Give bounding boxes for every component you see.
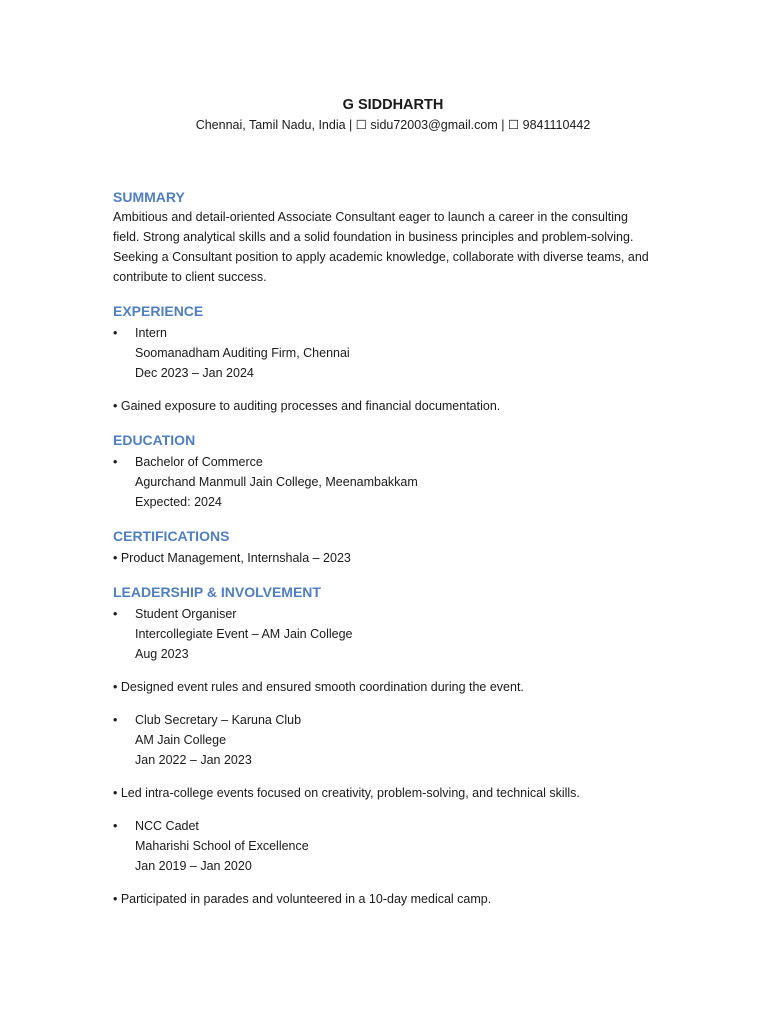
bullet-icon: • xyxy=(113,607,118,621)
education-school: Agurchand Manmull Jain College, Meenambakkam xyxy=(135,475,418,489)
experience-bullet: • Gained exposure to auditing processes and financial documentation. xyxy=(113,399,501,413)
education-heading: EDUCATION xyxy=(113,432,196,448)
summary-line: contribute to client success. xyxy=(113,270,267,284)
certifications-heading: CERTIFICATIONS xyxy=(113,528,230,544)
bullet-icon: • xyxy=(113,713,118,727)
leadership-dates: Aug 2023 xyxy=(135,647,189,661)
experience-entry xyxy=(113,323,673,383)
leadership-org: Maharishi School of Excellence xyxy=(135,839,309,853)
bullet-icon: • xyxy=(113,819,118,833)
candidate-name: G SIDDHARTH xyxy=(342,97,444,113)
leadership-bullet: • Participated in parades and volunteered in a 10-day medical camp. xyxy=(113,892,492,906)
leadership-dates: Jan 2019 – Jan 2020 xyxy=(135,859,252,873)
resume-page xyxy=(113,95,673,909)
leadership-role: NCC Cadet xyxy=(135,819,199,833)
summary-heading: SUMMARY xyxy=(113,189,185,205)
leadership-entry xyxy=(113,710,673,770)
summary-line: field. Strong analytical skills and a solid foundation in business principles and problem-solving. xyxy=(113,230,634,244)
leadership-dates: Jan 2022 – Jan 2023 xyxy=(135,753,252,767)
leadership-heading: LEADERSHIP & INVOLVEMENT xyxy=(113,584,321,600)
education-entry xyxy=(113,452,673,512)
contact-line: Chennai, Tamil Nadu, India | ☐ sidu72003@gmail.com | ☐ 9841110442 xyxy=(195,118,591,132)
experience-org: Soomanadham Auditing Firm, Chennai xyxy=(135,346,350,360)
leadership-bullet: • Led intra-college events focused on creativity, problem-solving, and technical skills. xyxy=(113,786,580,800)
experience-heading: EXPERIENCE xyxy=(113,303,204,319)
leadership-org: AM Jain College xyxy=(135,733,227,747)
leadership-role: Student Organiser xyxy=(135,607,237,621)
experience-role: Intern xyxy=(135,326,167,340)
bullet-icon: • xyxy=(113,326,118,340)
leadership-role: Club Secretary – Karuna Club xyxy=(135,713,302,727)
summary-line: Seeking a Consultant position to apply academic knowledge, collaborate with diverse teams, and xyxy=(113,250,649,264)
bullet-icon: • xyxy=(113,455,118,469)
experience-dates: Dec 2023 – Jan 2024 xyxy=(135,366,254,380)
education-dates: Expected: 2024 xyxy=(135,495,222,509)
education-degree: Bachelor of Commerce xyxy=(135,455,263,469)
certification-item: • Product Management, Internshala – 2023 xyxy=(113,551,351,565)
leadership-org: Intercollegiate Event – AM Jain College xyxy=(135,627,353,641)
summary-text xyxy=(113,207,673,287)
summary-line: Ambitious and detail-oriented Associate Consultant eager to launch a career in the consulting xyxy=(113,210,628,224)
leadership-entry xyxy=(113,604,673,664)
leadership-bullet: • Designed event rules and ensured smooth coordination during the event. xyxy=(113,680,524,694)
leadership-entry xyxy=(113,816,673,876)
